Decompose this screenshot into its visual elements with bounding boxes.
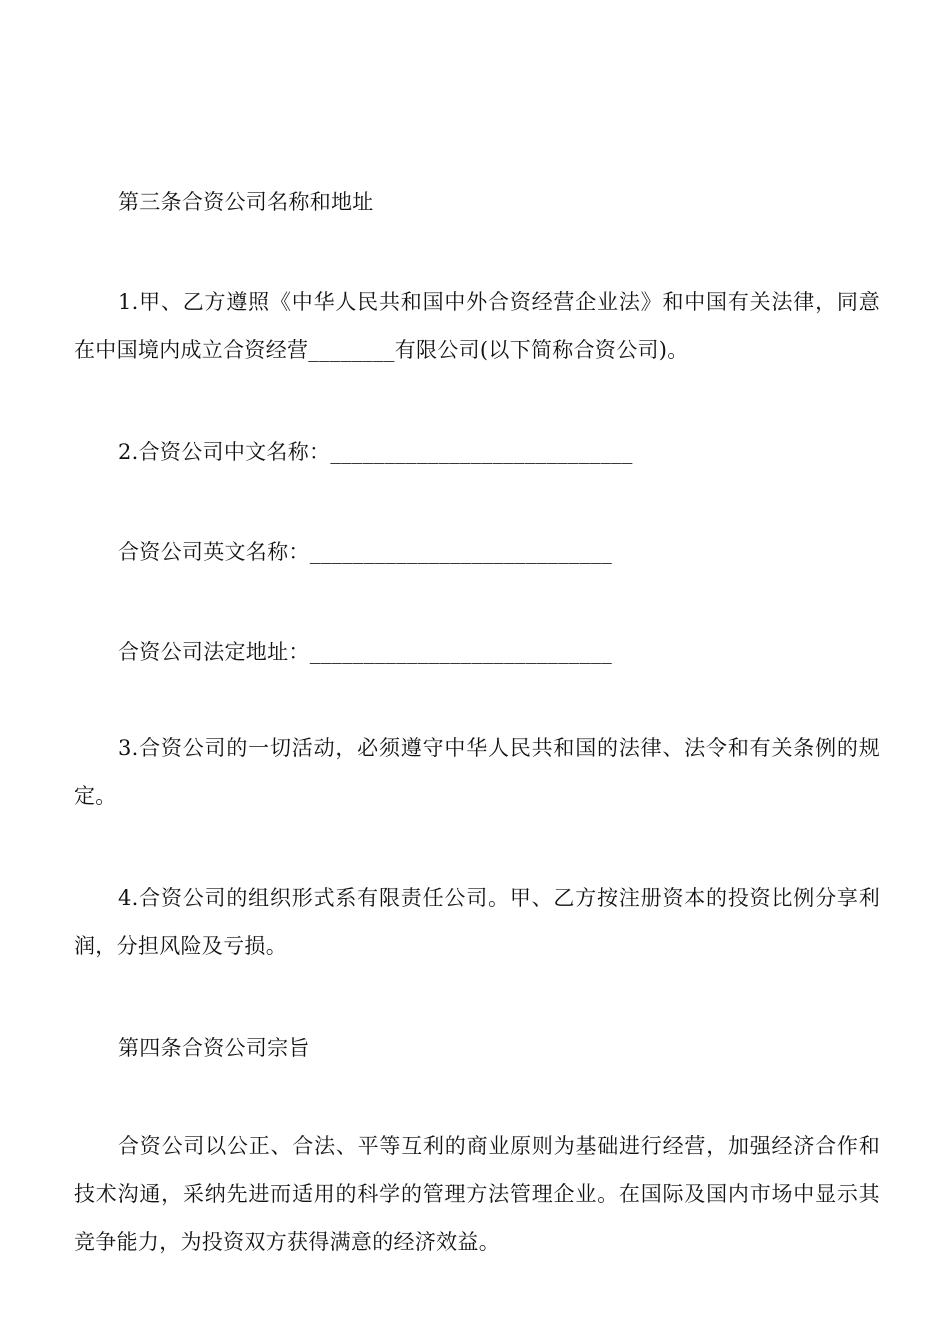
clause-2-english-name: 合资公司英文名称：____________________________ (118, 540, 613, 564)
clause-3: 3.合资公司的一切活动，必须遵守中华人民共和国的法律、法令和有关条例的规定。 (74, 736, 880, 808)
clause-4: 4.合资公司的组织形式系有限责任公司。甲、乙方按注册资本的投资比例分享利润，分担风险及亏损。 (74, 886, 880, 958)
clause-2-chinese-name: 2.合资公司中文名称：____________________________ (118, 440, 633, 464)
article4-heading: 第四条合资公司宗旨 (118, 1036, 310, 1060)
clause-2-legal-address: 合资公司法定地址：____________________________ (118, 640, 613, 664)
article4-body: 合资公司以公正、合法、平等互利的商业原则为基础进行经营，加强经济合作和技术沟通，采纳先进而适用的科学的管理方法管理企业。在国际及国内市场中显示其竞争能力，为投资双方获得满意的经济效益。 (74, 1134, 880, 1254)
clause-1: 1.甲、乙方遵照《中华人民共和国中外合资经营企业法》和中国有关法律，同意在中国境内成立合资经营________有限公司(以下简称合资公司)。 (74, 290, 880, 362)
article3-heading: 第三条合资公司名称和地址 (118, 190, 374, 214)
